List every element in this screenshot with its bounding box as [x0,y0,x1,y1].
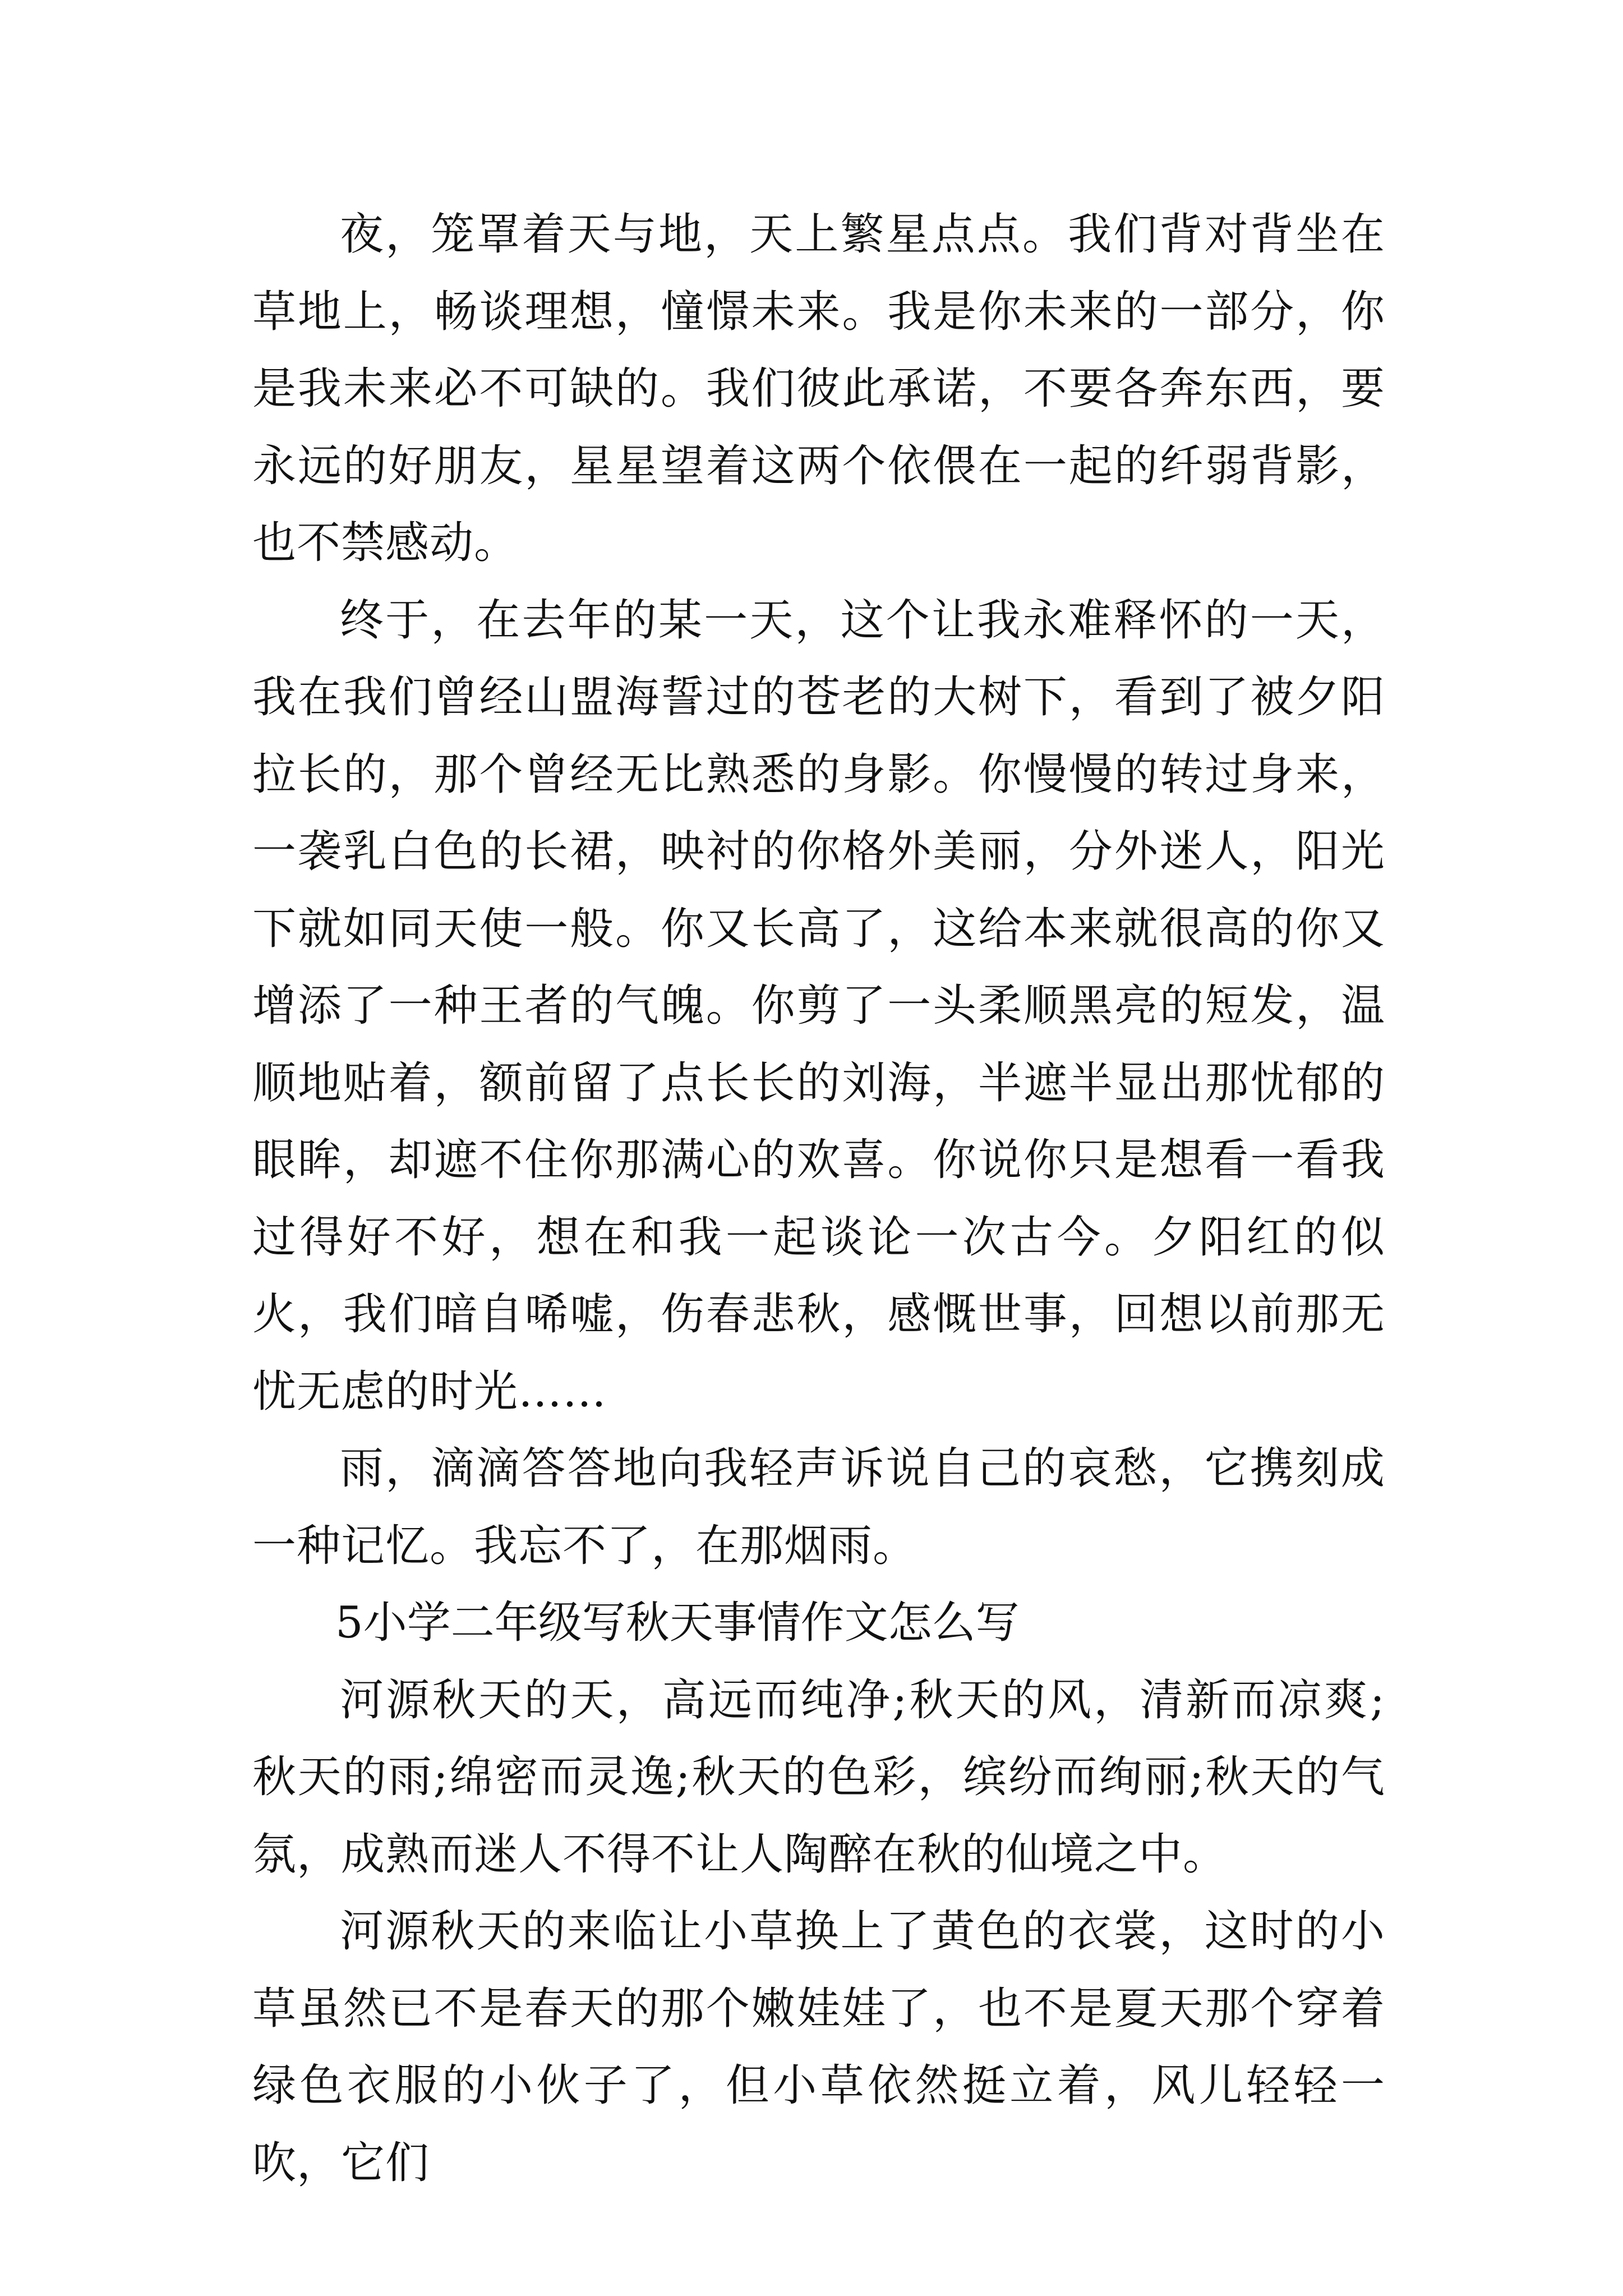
paragraph-reunion: 终于，在去年的某一天，这个让我永难释怀的一天，我在我们曾经山盟海誓过的苍老的大树下，看到了被夕阳拉长的，那个曾经无比熟悉的身影。你慢慢的转过身来，一袭乳白色的长裙，映衬的你格外美丽，分外迷人，阳光下就如同天使一般。你又长高了，这给本来就很高的你又增添了一种王者的气魄。你剪了一头柔顺黑亮的短发，温顺地贴着，额前留了点长长的刘海，半遮半显出那忧郁的眼眸，却遮不住你那满心的欢喜。你说你只是想看一看我过得好不好，想在和我一起谈论一次古今。夕阳红的似火，我们暗自唏嘘，伤春悲秋，感慨世事，回想以前那无忧无虑的时光…… [252,595,1385,1417]
paragraph-autumn-sky: 河源秋天的天，高远而纯净;秋天的风，清新而凉爽;秋天的雨;绵密而灵逸;秋天的色彩，缤纷而绚丽;秋天的气氛，成熟而迷人不得不让人陶醉在秋的仙境之中。 [252,1674,1385,1880]
paragraph-autumn-grass: 河源秋天的来临让小草换上了黄色的衣裳，这时的小草虽然已不是春天的那个嫩娃娃了，也不是夏天那个穿着绿色衣服的小伙子了，但小草依然挺立着，风儿轻轻一吹，它们 [252,1906,1385,2188]
document-body [252,196,1385,2202]
paragraph-night-stars: 夜，笼罩着天与地，天上繁星点点。我们背对背坐在草地上，畅谈理想，憧憬未来。我是你未来的一部分，你是我未来必不可缺的。我们彼此承诺，不要各奔东西，要永远的好朋友，星星望着这两个依偎在一起的纤弱背影，也不禁感动。 [252,209,1385,568]
paragraph-rain: 雨，滴滴答答地向我轻声诉说自己的哀愁，它携刻成一种记忆。我忘不了，在那烟雨。 [252,1443,1385,1571]
section-heading: 5小学二年级写秋天事情作文怎么写 [335,1598,1020,1648]
